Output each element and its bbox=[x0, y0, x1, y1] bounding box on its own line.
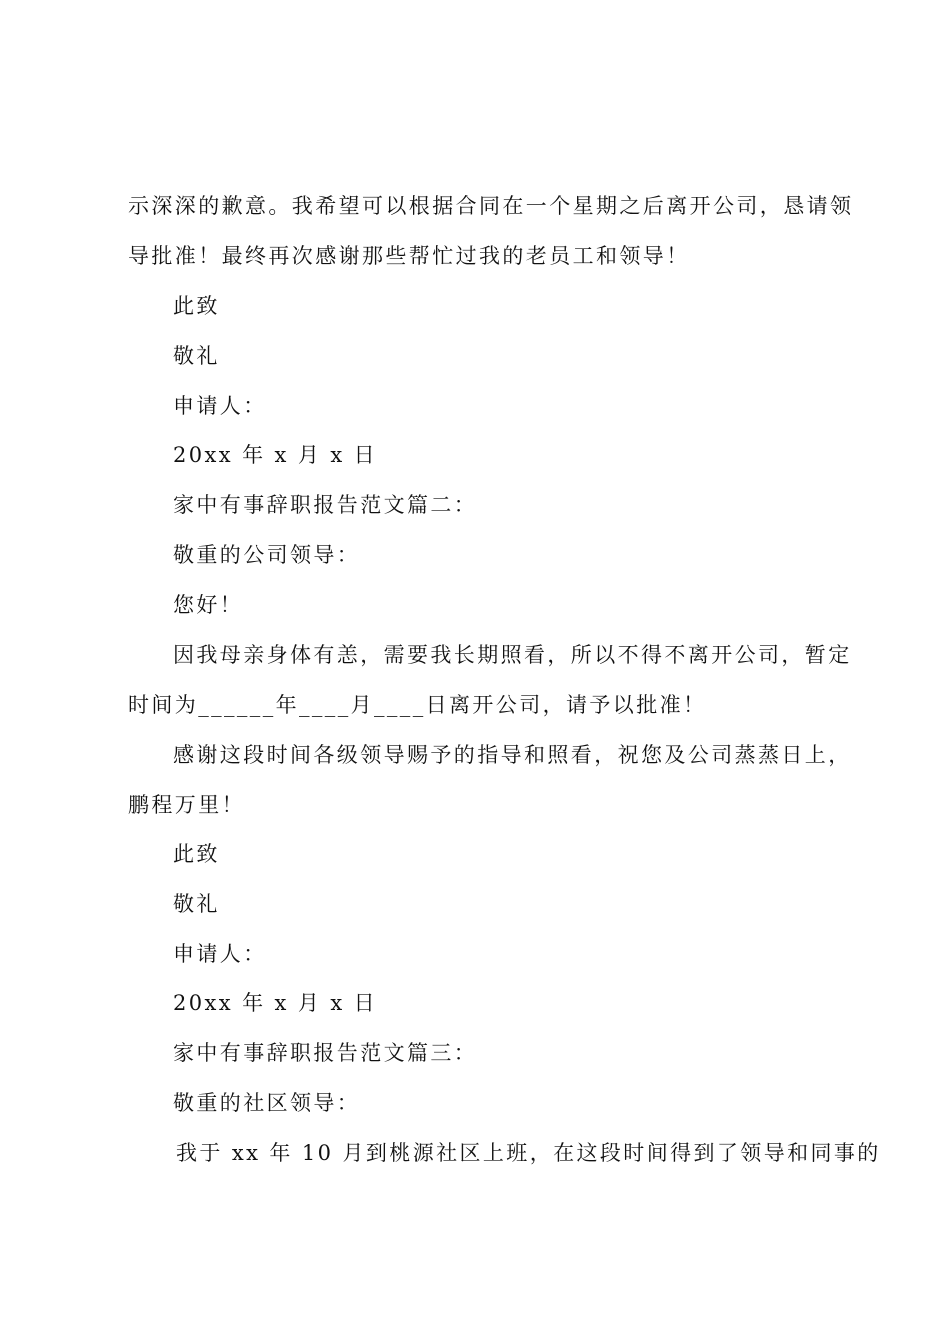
closing-salutation: 此致 bbox=[173, 842, 220, 866]
closing-salutation: 敬礼 bbox=[173, 344, 220, 368]
applicant-label: 申请人： bbox=[173, 942, 267, 966]
paragraph-line: 导批准！最终再次感谢那些帮忙过我的老员工和领导！ bbox=[128, 244, 690, 268]
paragraph-line: 我于 xx 年 10 月到桃源社区上班，在这段时间得到了领导和同事的 bbox=[176, 1141, 881, 1165]
date-line: 20xx 年 x 月 x 日 bbox=[173, 991, 378, 1015]
paragraph-line: 鹏程万里！ bbox=[128, 793, 245, 817]
date-line: 20xx 年 x 月 x 日 bbox=[173, 443, 378, 467]
section-heading: 家中有事辞职报告范文篇二： bbox=[173, 493, 478, 517]
applicant-label: 申请人： bbox=[173, 394, 267, 418]
greeting: 您好！ bbox=[173, 593, 244, 617]
closing-salutation: 敬礼 bbox=[173, 892, 220, 916]
greeting: 敬重的社区领导： bbox=[173, 1091, 361, 1115]
paragraph-line: 因我母亲身体有恙，需要我长期照看，所以不得不离开公司，暂定 bbox=[173, 643, 852, 667]
greeting: 敬重的公司领导： bbox=[173, 543, 361, 567]
closing-salutation: 此致 bbox=[173, 294, 220, 318]
paragraph-line: 时间为______年____月____日离开公司，请予以批准！ bbox=[128, 693, 707, 717]
section-heading: 家中有事辞职报告范文篇三： bbox=[173, 1041, 478, 1065]
paragraph-line: 感谢这段时间各级领导赐予的指导和照看，祝您及公司蒸蒸日上， bbox=[173, 743, 852, 767]
paragraph-line: 示深深的歉意。我希望可以根据合同在一个星期之后离开公司，恳请领 bbox=[128, 194, 854, 218]
